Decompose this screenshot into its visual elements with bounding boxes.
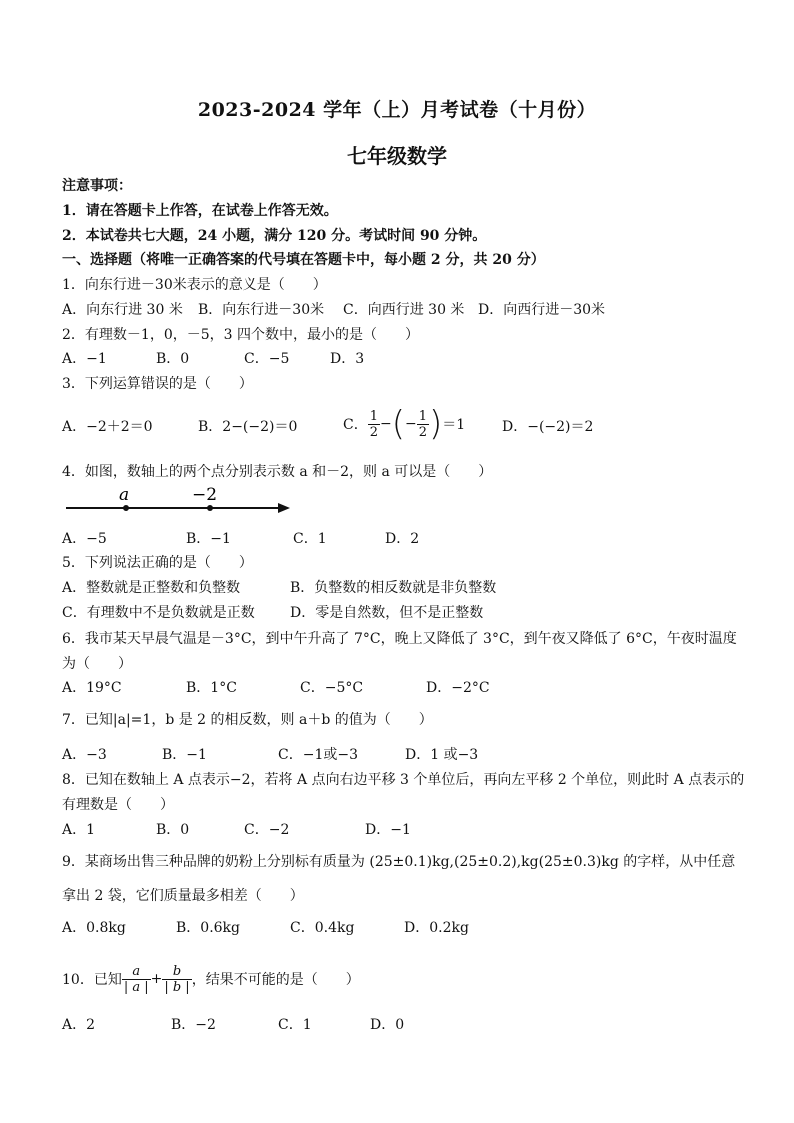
q1-stem: 1．向东行进－30米表示的意义是（ ） <box>62 277 327 293</box>
q9-option-b: B．0.6kg <box>176 920 240 936</box>
q8-option-c: C．−2 <box>244 822 290 838</box>
q9-stem-line1: 9．某商场出售三种品牌的奶粉上分别标有质量为 (25±0.1)kg,(25±0.2),kg(25±0.3)kg 的字样，从中任意 <box>62 854 736 870</box>
q5-option-c: C．有理数中不是负数就是正数 <box>62 605 255 621</box>
q6-option-a: A．19°C <box>62 680 122 696</box>
q5-stem: 5．下列说法正确的是（ ） <box>62 555 253 571</box>
q8-stem-line1: 8．已知在数轴上 A 点表示−2，若将 A 点向右边平移 3 个单位后，再向左平移 2 个单位，则此时 A 点表示的 <box>62 772 745 788</box>
right-paren: ) <box>429 404 443 444</box>
q3-c-fraction-2: $\frac{1}{2}$ <box>418 408 428 440</box>
q7-stem: 7．已知|a|=1，b 是 2 的相反数，则 a＋b 的值为（ ） <box>62 712 433 728</box>
q3-option-d: D．−(−2)＝2 <box>502 419 594 435</box>
number-line-figure <box>64 484 294 520</box>
q10-option-c: C．1 <box>278 1017 312 1033</box>
q10-option-b: B．−2 <box>171 1017 216 1033</box>
q7-option-b: B．−1 <box>162 747 207 763</box>
exam-subtitle: 七年级数学 <box>347 144 447 168</box>
q7-option-a: A．−3 <box>62 747 107 763</box>
q5-option-a: A．整数就是正整数和负整数 <box>62 580 241 596</box>
q3-stem: 3．下列运算错误的是（ ） <box>62 376 253 392</box>
q1-option-c: C．向西行进 30 米 <box>343 302 465 318</box>
section-heading: 一、选择题（将唯一正确答案的代号填在答题卡中，每小题 2 分，共 20 分） <box>62 252 545 268</box>
q10-option-d: D．0 <box>370 1017 405 1033</box>
q10-option-a: A．2 <box>62 1017 96 1033</box>
q4-option-b: B．−1 <box>186 531 231 547</box>
axis-arrow-icon <box>278 503 290 513</box>
q3-c-label: C． <box>343 417 368 433</box>
q6-option-d: D．−2°C <box>426 680 490 696</box>
q9-option-d: D．0.2kg <box>404 920 469 936</box>
q4-stem: 4．如图，数轴上的两个点分别表示数 a 和－2，则 a 可以是（ ） <box>62 464 493 480</box>
q7-option-d: D．1 或−3 <box>405 747 479 763</box>
q10-fraction-b: $\frac{b}{| b |}$ <box>164 963 190 995</box>
q3-option-b: B．2−(−2)＝0 <box>198 419 298 435</box>
note-item-2: 2．本试卷共七大题，24 小题，满分 120 分。考试时间 90 分钟。 <box>62 228 487 244</box>
point-a <box>123 505 129 511</box>
q3-option-c: C． $\frac{1}{2}$ − ( − $\frac{1}{2}$ ) ＝1 <box>343 404 466 444</box>
q6-option-b: B．1°C <box>186 680 237 696</box>
q6-stem-line2: 为（ ） <box>62 656 132 672</box>
left-paren: ( <box>391 404 405 444</box>
q9-option-c: C．0.4kg <box>290 920 355 936</box>
label-neg2: −2 <box>192 485 218 505</box>
q9-option-a: A．0.8kg <box>62 920 126 936</box>
q10-stem: 10．已知 $\frac{a}{| a |}$ + $\frac{b}{| b |}$ ，结果不可能的是（ ） <box>62 963 360 995</box>
q1-option-b: B．向东行进－30米 <box>198 302 325 318</box>
q5-option-b: B．负整数的相反数就是非负整数 <box>290 580 497 596</box>
q1-option-a: A．向东行进 30 米 <box>62 302 183 318</box>
q9-stem-line2: 拿出 2 袋，它们质量最多相差（ ） <box>62 888 304 904</box>
note-item-1: 1．请在答题卡上作答，在试卷上作答无效。 <box>62 203 338 219</box>
q3-c-fraction-1: $\frac{1}{2}$ <box>369 408 378 440</box>
q3-option-a: A．−2＋2＝0 <box>62 419 153 435</box>
q6-option-c: C．−5°C <box>300 680 364 696</box>
q10-fraction-a: $\frac{a}{| a |}$ <box>123 963 149 995</box>
q6-stem-line1: 6．我市某天早晨气温是－3°C，到中午升高了 7°C，晚上又降低了 3°C，到午夜又降低了 6°C，午夜时温度 <box>62 631 737 647</box>
q5-option-d: D．零是自然数，但不是正整数 <box>290 605 484 621</box>
q8-stem-line2: 有理数是（ ） <box>62 797 174 813</box>
q8-option-b: B．0 <box>156 822 190 838</box>
point-neg2 <box>207 505 213 511</box>
q4-option-c: C．1 <box>293 531 327 547</box>
q2-option-a: A．−1 <box>62 351 107 367</box>
label-a: a <box>119 485 130 505</box>
q7-option-c: C．−1或−3 <box>278 747 358 763</box>
notes-heading: 注意事项： <box>62 178 132 194</box>
q4-option-d: D．2 <box>385 531 420 547</box>
q2-option-b: B．0 <box>156 351 190 367</box>
q1-option-d: D．向西行进－30米 <box>478 302 606 318</box>
q8-option-d: D．−1 <box>365 822 411 838</box>
q8-option-a: A．1 <box>62 822 96 838</box>
q2-option-d: D．3 <box>330 351 365 367</box>
q4-option-a: A．−5 <box>62 531 107 547</box>
q2-stem: 2．有理数－1，0，－5，3 四个数中，最小的是（ ） <box>62 327 419 343</box>
exam-title: 2023-2024 学年（上）月考试卷（十月份） <box>197 99 597 121</box>
q2-option-c: C．−5 <box>244 351 290 367</box>
